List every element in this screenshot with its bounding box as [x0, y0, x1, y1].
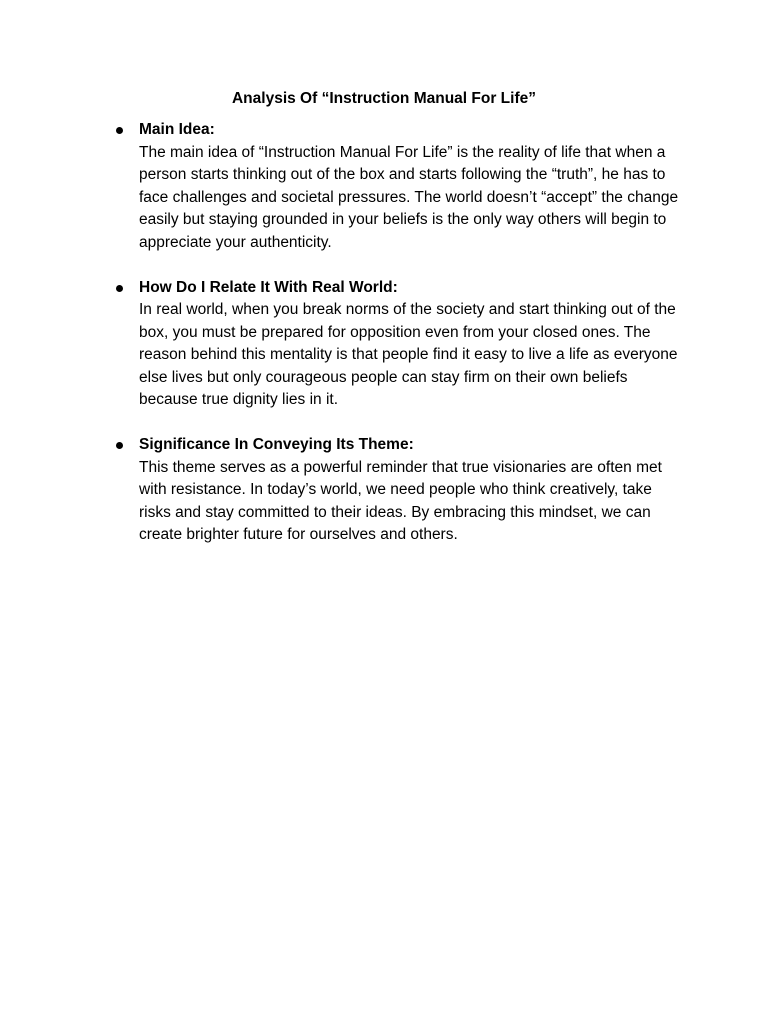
bullet-item-main-idea [139, 119, 684, 254]
bullet-item-significance [139, 434, 684, 547]
bullet-dot-icon [116, 285, 123, 292]
section-heading: Main Idea: [139, 121, 215, 138]
section-body: In real world, when you break norms of the society and start thinking out of the box, you must be prepared for opposition even from your closed ones. The reason behind this mentality is that people find it easy to live a life as everyone else lives but only courageous people can stay firm on their own beliefs because true dignity lies in it. [139, 301, 678, 408]
bullet-item-real-world [139, 277, 684, 412]
document-title: Analysis Of “Instruction Manual For Life” [231, 90, 536, 107]
section-heading: Significance In Conveying Its Theme: [139, 436, 414, 453]
section-heading: How Do I Relate It With Real World: [139, 278, 398, 296]
section-body: The main idea of “Instruction Manual For Life” is the reality of life that when a person starts thinking out of the box and starts following the “truth”, he has to face challenges and societal pressures. The world doesn’t “accept” the change easily but staying grounded in your beliefs is the only way others will begin to appreciate your authenticity. [139, 143, 679, 251]
section-body: This theme serves as a powerful reminder that true visionaries are often met with resistance. In today’s world, we need people who think creatively, take risks and stay committed to their ideas. By embracing this mindset, we can create brighter future for ourselves and others. [139, 458, 662, 543]
bullet-dot-icon [116, 442, 123, 449]
bullet-dot-icon [116, 127, 123, 134]
bullet-list [139, 119, 684, 569]
